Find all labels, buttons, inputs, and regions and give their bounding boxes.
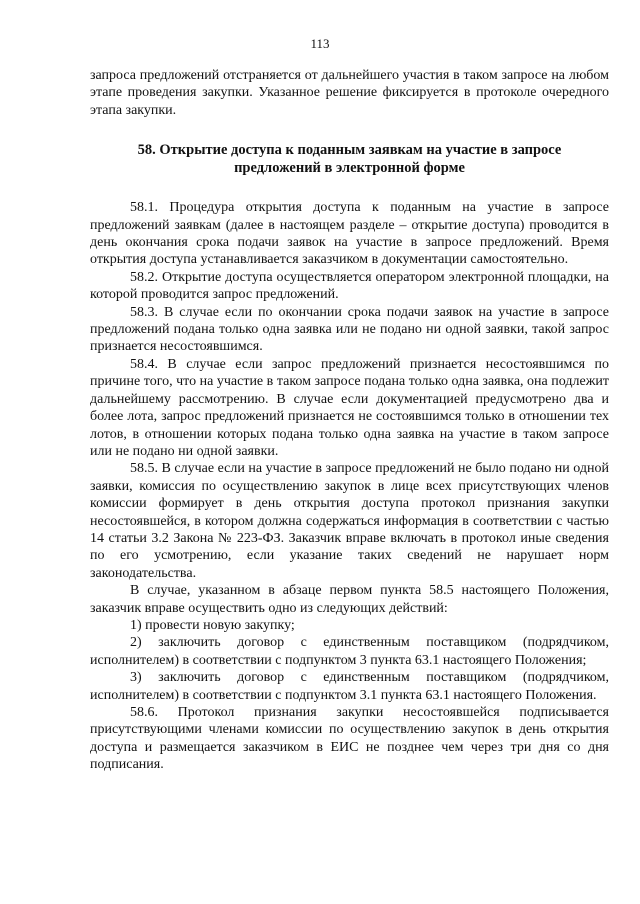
list-item-2: 2) заключить договор с единственным поставщиком (подрядчиком, исполнителем) в соответствии с подпунктом 3 пункта 63.1 настоящего Положения; — [90, 635, 609, 668]
intro-paragraph: запроса предложений отстраняется от дальнейшего участия в таком запросе на любом этапе проведения закупки. Указанное решение фиксируется в протоколе очередного этапа закупки. — [90, 68, 609, 118]
page-content — [90, 67, 609, 774]
paragraph-58-5-followup: В случае, указанном в абзаце первом пункта 58.5 настоящего Положения, заказчик вправе осуществить одно из следующих действий: — [90, 583, 609, 616]
paragraph-58-1: 58.1. Процедура открытия доступа к поданным на участие в запросе предложений заявкам (далее в настоящем разделе – открытие доступа) проводится в день окончания срока подачи заявок на участие в запросе предложений. Время открытия доступа устанавливается заказчиком в документации самостоятельно. — [90, 200, 609, 268]
paragraph-58-3: 58.3. В случае если по окончании срока подачи заявок на участие в запросе предложений подана только одна заявка или не подано ни одной заявки, такой запрос признается несостоявшимся. — [90, 304, 609, 355]
list-item-3: 3) заключить договор с единственным поставщиком (подрядчиком, исполнителем) в соответствии с подпунктом 3.1 пункта 63.1 настоящего Положения. — [90, 670, 609, 703]
paragraph-58-4: 58.4. В случае если запрос предложений признается несостоявшимся по причине того, что на участие в таком запросе подана только одна заявка, она подлежит дальнейшему рассмотрению. В случае если документацией предусмотрено два и более лота, запрос предложений признается не состоявшимся только в отношении тех лотов, в отношении которых подана только одна заявка на участие в таком запросе или не подано ни одной заявки. — [90, 356, 609, 459]
list-item-1: 1) провести новую закупку; — [130, 617, 295, 633]
paragraph-58-5: 58.5. В случае если на участие в запросе предложений не было подано ни одной заявки, комиссия по осуществлению закупок в лице всех присутствующих членов комиссии формирует в день открытия доступа протокол признания закупки несостоявшейся, в котором должна содержаться информация в соответствии с частью 14 статьи 3.2 Закона № 223-ФЗ. Заказчик вправе включать в протокол иные сведения по его усмотрению, если указание таких сведений не нарушает норм законодательства. — [90, 461, 609, 581]
section-heading: 58. Открытие доступа к поданным заявкам на участие в запросе предложений в электронной форме — [137, 142, 562, 177]
paragraph-58-2: 58.2. Открытие доступа осуществляется оператором электронной площадки, на которой проводится запрос предложений. — [90, 269, 609, 303]
paragraph-58-6: 58.6. Протокол признания закупки несостоявшейся подписывается присутствующими членами комиссии по осуществлению закупок в день открытия доступа и размещается заказчиком в ЕИС не позднее чем через три дня со дня подписания. — [90, 705, 609, 773]
page-number: 113 — [310, 36, 330, 51]
